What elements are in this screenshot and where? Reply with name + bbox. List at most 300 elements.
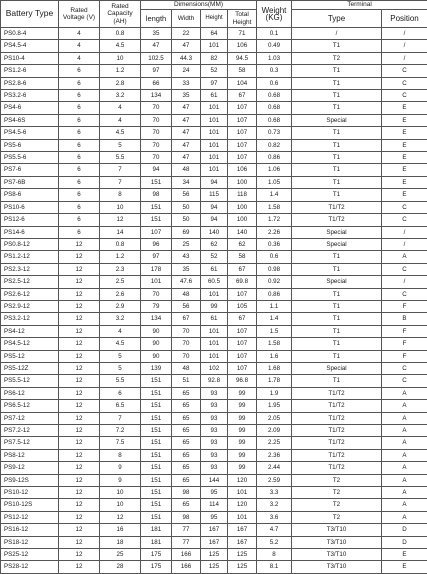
cell-width: 77	[172, 536, 201, 548]
cell-terminal-type: T1/T2	[292, 400, 382, 412]
cell-weight: 1.95	[257, 400, 292, 412]
cell-terminal-position: A	[382, 511, 427, 523]
cell-battery-type: PS8-12	[1, 449, 59, 461]
cell-length: 90	[141, 350, 172, 362]
cell-terminal-type: T1	[292, 350, 382, 362]
table-row	[1, 375, 427, 387]
cell-battery-type: PS6-12	[1, 387, 59, 399]
cell-weight: 2.05	[257, 412, 292, 424]
table-row	[1, 487, 427, 499]
cell-width: 51	[172, 375, 201, 387]
cell-height: 144	[201, 474, 228, 486]
cell-terminal-type: Special	[292, 238, 382, 250]
cell-battery-type: PS25-12	[1, 549, 59, 561]
cell-weight: 0.86	[257, 152, 292, 164]
cell-battery-type: PS4-12	[1, 325, 59, 337]
cell-total-height: 94.5	[228, 52, 257, 64]
cell-height: 101	[201, 114, 228, 126]
header-length: length	[141, 10, 172, 28]
cell-height: 82	[201, 52, 228, 64]
cell-total-height: 99	[228, 437, 257, 449]
cell-weight: 2.25	[257, 437, 292, 449]
cell-total-height: 67	[228, 90, 257, 102]
cell-height: 93	[201, 412, 228, 424]
cell-length: 90	[141, 325, 172, 337]
cell-terminal-position: A	[382, 499, 427, 511]
cell-terminal-type: T1/T2	[292, 425, 382, 437]
cell-rated-voltage: 6	[59, 77, 100, 89]
cell-weight: 1.4	[257, 313, 292, 325]
cell-rated-capacity: 7.2	[100, 425, 141, 437]
table-row	[1, 52, 427, 64]
cell-height: 140	[201, 226, 228, 238]
cell-rated-voltage: 4	[59, 52, 100, 64]
cell-height: 95	[201, 511, 228, 523]
cell-height: 102	[201, 362, 228, 374]
cell-terminal-position: F	[382, 338, 427, 350]
cell-length: 79	[141, 300, 172, 312]
table-row	[1, 201, 427, 213]
cell-terminal-type: T1	[292, 251, 382, 263]
cell-battery-type: PS10-6	[1, 201, 59, 213]
cell-width: 65	[172, 400, 201, 412]
cell-length: 178	[141, 263, 172, 275]
cell-width: 22	[172, 28, 201, 40]
cell-width: 98	[172, 511, 201, 523]
cell-battery-type: PS5-12	[1, 350, 59, 362]
cell-total-height: 107	[228, 288, 257, 300]
cell-rated-capacity: 3.2	[100, 90, 141, 102]
cell-battery-type: PS10-12S	[1, 499, 59, 511]
cell-total-height: 107	[228, 350, 257, 362]
cell-battery-type: PS7.5-12	[1, 437, 59, 449]
cell-weight: 0.98	[257, 263, 292, 275]
cell-length: 151	[141, 387, 172, 399]
cell-total-height: 58	[228, 251, 257, 263]
cell-rated-voltage: 12	[59, 425, 100, 437]
cell-terminal-type: T1	[292, 313, 382, 325]
cell-rated-capacity: 7	[100, 412, 141, 424]
table-row	[1, 462, 427, 474]
cell-battery-type: PS2.5-12	[1, 276, 59, 288]
table-row	[1, 226, 427, 238]
cell-width: 65	[172, 412, 201, 424]
cell-weight: 0.36	[257, 238, 292, 250]
cell-terminal-type: T1/T2	[292, 387, 382, 399]
cell-rated-capacity: 28	[100, 561, 141, 573]
cell-weight: 1.68	[257, 362, 292, 374]
cell-length: 70	[141, 288, 172, 300]
cell-length: 90	[141, 338, 172, 350]
cell-weight: 1.58	[257, 201, 292, 213]
cell-rated-voltage: 12	[59, 263, 100, 275]
cell-total-height: 107	[228, 102, 257, 114]
cell-rated-capacity: 12	[100, 511, 141, 523]
cell-terminal-position: E	[382, 176, 427, 188]
cell-rated-capacity: 5	[100, 350, 141, 362]
cell-terminal-type: T1	[292, 77, 382, 89]
cell-length: 151	[141, 511, 172, 523]
cell-terminal-type: /	[292, 28, 382, 40]
cell-width: 69	[172, 226, 201, 238]
cell-total-height: 104	[228, 77, 257, 89]
cell-terminal-position: /	[382, 52, 427, 64]
table-row	[1, 152, 427, 164]
cell-terminal-position: E	[382, 164, 427, 176]
cell-battery-type: PS7-6B	[1, 176, 59, 188]
cell-battery-type: PS4-6	[1, 102, 59, 114]
cell-width: 44.3	[172, 52, 201, 64]
cell-rated-voltage: 6	[59, 65, 100, 77]
cell-weight: 0.92	[257, 276, 292, 288]
cell-battery-type: PS28-12	[1, 561, 59, 573]
cell-weight: 2.59	[257, 474, 292, 486]
cell-terminal-position: F	[382, 325, 427, 337]
cell-height: 101	[201, 127, 228, 139]
header-rated-capacity: Rated Capacity (AH)	[100, 1, 141, 28]
cell-width: 65	[172, 437, 201, 449]
cell-length: 175	[141, 549, 172, 561]
cell-height: 61	[201, 263, 228, 275]
cell-rated-capacity: 10	[100, 52, 141, 64]
cell-terminal-type: T1/T2	[292, 214, 382, 226]
table-row	[1, 400, 427, 412]
table-row	[1, 189, 427, 201]
cell-height: 62	[201, 238, 228, 250]
cell-terminal-type: T1	[292, 288, 382, 300]
cell-terminal-position: C	[382, 201, 427, 213]
cell-rated-voltage: 6	[59, 127, 100, 139]
cell-terminal-type: T2	[292, 487, 382, 499]
cell-weight: 8	[257, 549, 292, 561]
cell-weight: 1.78	[257, 375, 292, 387]
cell-terminal-type: T1	[292, 189, 382, 201]
table-row	[1, 412, 427, 424]
table-row	[1, 65, 427, 77]
cell-rated-capacity: 5.5	[100, 375, 141, 387]
cell-height: 101	[201, 288, 228, 300]
cell-terminal-type: Special	[292, 226, 382, 238]
cell-weight: 2.26	[257, 226, 292, 238]
table-row	[1, 90, 427, 102]
cell-weight: 8.1	[257, 561, 292, 573]
cell-length: 97	[141, 251, 172, 263]
cell-terminal-position: A	[382, 487, 427, 499]
cell-rated-voltage: 6	[59, 214, 100, 226]
cell-battery-type: PS7.2-12	[1, 425, 59, 437]
cell-rated-capacity: 4	[100, 102, 141, 114]
cell-rated-capacity: 3.2	[100, 313, 141, 325]
table-row	[1, 276, 427, 288]
cell-rated-voltage: 12	[59, 437, 100, 449]
cell-rated-voltage: 6	[59, 164, 100, 176]
cell-rated-capacity: 8	[100, 449, 141, 461]
cell-terminal-position: C	[382, 263, 427, 275]
cell-weight: 0.68	[257, 102, 292, 114]
cell-rated-voltage: 12	[59, 350, 100, 362]
cell-battery-type: PS4.5-6	[1, 127, 59, 139]
cell-battery-type: PS10-4	[1, 52, 59, 64]
cell-height: 93	[201, 437, 228, 449]
cell-total-height: 99	[228, 425, 257, 437]
cell-terminal-position: E	[382, 139, 427, 151]
cell-length: 151	[141, 462, 172, 474]
cell-width: 47	[172, 127, 201, 139]
cell-terminal-type: T1/T2	[292, 462, 382, 474]
cell-weight: 3.6	[257, 511, 292, 523]
cell-rated-capacity: 10	[100, 499, 141, 511]
table-row	[1, 499, 427, 511]
table-row	[1, 176, 427, 188]
cell-total-height: 106	[228, 40, 257, 52]
cell-rated-capacity: 5	[100, 139, 141, 151]
cell-height: 93	[201, 449, 228, 461]
cell-length: 175	[141, 561, 172, 573]
cell-height: 97	[201, 77, 228, 89]
cell-terminal-type: T1	[292, 152, 382, 164]
cell-width: 65	[172, 425, 201, 437]
cell-total-height: 100	[228, 214, 257, 226]
cell-width: 35	[172, 90, 201, 102]
table-row	[1, 437, 427, 449]
cell-terminal-type: T1/T2	[292, 449, 382, 461]
cell-rated-voltage: 12	[59, 387, 100, 399]
cell-weight: 3.2	[257, 499, 292, 511]
cell-height: 93	[201, 462, 228, 474]
cell-width: 47	[172, 152, 201, 164]
table-row	[1, 536, 427, 548]
cell-total-height: 58	[228, 65, 257, 77]
cell-battery-type: PS4.5-4	[1, 40, 59, 52]
cell-terminal-position: /	[382, 226, 427, 238]
cell-rated-capacity: 4	[100, 114, 141, 126]
cell-rated-capacity: 2.5	[100, 276, 141, 288]
cell-length: 70	[141, 102, 172, 114]
cell-height: 101	[201, 152, 228, 164]
cell-width: 70	[172, 338, 201, 350]
cell-battery-type: PS2.3-12	[1, 263, 59, 275]
cell-width: 48	[172, 362, 201, 374]
cell-width: 33	[172, 77, 201, 89]
table-row	[1, 425, 427, 437]
cell-length: 151	[141, 474, 172, 486]
cell-width: 166	[172, 561, 201, 573]
cell-battery-type: PS12-6	[1, 214, 59, 226]
cell-length: 151	[141, 499, 172, 511]
cell-width: 50	[172, 201, 201, 213]
table-row	[1, 40, 427, 52]
cell-length: 151	[141, 412, 172, 424]
cell-length: 151	[141, 400, 172, 412]
cell-rated-capacity: 16	[100, 524, 141, 536]
cell-terminal-type: T1/T2	[292, 201, 382, 213]
cell-terminal-type: T1	[292, 164, 382, 176]
cell-length: 70	[141, 152, 172, 164]
cell-terminal-position: A	[382, 425, 427, 437]
cell-rated-capacity: 10	[100, 201, 141, 213]
table-row	[1, 474, 427, 486]
cell-rated-voltage: 12	[59, 462, 100, 474]
cell-length: 47	[141, 40, 172, 52]
cell-total-height: 125	[228, 561, 257, 573]
cell-total-height: 107	[228, 127, 257, 139]
cell-terminal-position: F	[382, 350, 427, 362]
cell-rated-voltage: 6	[59, 152, 100, 164]
cell-rated-voltage: 12	[59, 524, 100, 536]
cell-rated-capacity: 6.5	[100, 400, 141, 412]
cell-rated-capacity: 2.9	[100, 300, 141, 312]
cell-rated-voltage: 12	[59, 375, 100, 387]
cell-terminal-position: C	[382, 90, 427, 102]
cell-terminal-type: T2	[292, 511, 382, 523]
cell-rated-voltage: 12	[59, 549, 100, 561]
table-row	[1, 362, 427, 374]
cell-rated-voltage: 12	[59, 400, 100, 412]
cell-battery-type: PS1.2-12	[1, 251, 59, 263]
cell-rated-voltage: 6	[59, 139, 100, 151]
cell-rated-capacity: 9	[100, 474, 141, 486]
cell-total-height: 99	[228, 400, 257, 412]
cell-rated-capacity: 7.5	[100, 437, 141, 449]
table-body	[1, 28, 427, 574]
cell-rated-voltage: 6	[59, 102, 100, 114]
table-row	[1, 313, 427, 325]
cell-terminal-position: A	[382, 437, 427, 449]
cell-battery-type: PS5.5-6	[1, 152, 59, 164]
cell-battery-type: PS5-12Z	[1, 362, 59, 374]
cell-terminal-type: Special	[292, 276, 382, 288]
cell-terminal-position: /	[382, 276, 427, 288]
cell-rated-capacity: 1.2	[100, 65, 141, 77]
cell-terminal-type: T1	[292, 40, 382, 52]
cell-terminal-type: T1	[292, 102, 382, 114]
cell-terminal-type: T2	[292, 499, 382, 511]
cell-weight: 0.49	[257, 40, 292, 52]
cell-terminal-position: A	[382, 449, 427, 461]
cell-length: 96	[141, 238, 172, 250]
header-width: Width	[172, 10, 201, 28]
cell-total-height: 107	[228, 362, 257, 374]
cell-length: 151	[141, 201, 172, 213]
cell-terminal-type: T3/T10	[292, 549, 382, 561]
cell-length: 101	[141, 276, 172, 288]
cell-height: 101	[201, 350, 228, 362]
cell-battery-type: PS7-12	[1, 412, 59, 424]
cell-battery-type: PS2.6-12	[1, 288, 59, 300]
cell-length: 134	[141, 313, 172, 325]
cell-terminal-type: T3/T10	[292, 524, 382, 536]
cell-terminal-position: A	[382, 400, 427, 412]
cell-weight: 1.4	[257, 189, 292, 201]
cell-rated-voltage: 12	[59, 511, 100, 523]
cell-terminal-position: C	[382, 214, 427, 226]
cell-height: 101	[201, 40, 228, 52]
cell-battery-type: PS10-12	[1, 487, 59, 499]
cell-rated-capacity: 2.3	[100, 263, 141, 275]
cell-length: 151	[141, 375, 172, 387]
cell-terminal-type: T1	[292, 338, 382, 350]
cell-weight: 2.09	[257, 425, 292, 437]
table-row	[1, 325, 427, 337]
cell-length: 70	[141, 127, 172, 139]
cell-battery-type: PS4.5-12	[1, 338, 59, 350]
cell-weight: 0.6	[257, 251, 292, 263]
cell-rated-capacity: 0.8	[100, 238, 141, 250]
cell-weight: 0.3	[257, 65, 292, 77]
cell-battery-type: PS0.8-12	[1, 238, 59, 250]
cell-weight: 0.68	[257, 114, 292, 126]
cell-width: 48	[172, 164, 201, 176]
cell-height: 167	[201, 524, 228, 536]
cell-height: 93	[201, 387, 228, 399]
cell-length: 70	[141, 139, 172, 151]
cell-rated-capacity: 8	[100, 189, 141, 201]
cell-rated-capacity: 0.8	[100, 28, 141, 40]
cell-total-height: 105	[228, 300, 257, 312]
table-row	[1, 511, 427, 523]
table-row	[1, 338, 427, 350]
cell-rated-voltage: 12	[59, 325, 100, 337]
cell-length: 181	[141, 536, 172, 548]
cell-rated-voltage: 6	[59, 226, 100, 238]
cell-width: 24	[172, 65, 201, 77]
cell-terminal-type: Special	[292, 114, 382, 126]
cell-length: 181	[141, 524, 172, 536]
cell-weight: 3.3	[257, 487, 292, 499]
cell-terminal-type: T1/T2	[292, 437, 382, 449]
cell-rated-capacity: 1.2	[100, 251, 141, 263]
cell-weight: 0.1	[257, 28, 292, 40]
cell-height: 94	[201, 214, 228, 226]
cell-total-height: 62	[228, 238, 257, 250]
cell-terminal-position: C	[382, 375, 427, 387]
cell-length: 35	[141, 28, 172, 40]
cell-width: 47	[172, 102, 201, 114]
table-row	[1, 449, 427, 461]
cell-height: 64	[201, 28, 228, 40]
cell-terminal-position: F	[382, 300, 427, 312]
cell-width: 65	[172, 474, 201, 486]
cell-total-height: 99	[228, 387, 257, 399]
cell-height: 94	[201, 201, 228, 213]
cell-rated-capacity: 7	[100, 176, 141, 188]
cell-battery-type: PS8-6	[1, 189, 59, 201]
table-header	[1, 1, 427, 28]
table-row	[1, 238, 427, 250]
cell-total-height: 96.8	[228, 375, 257, 387]
header-height: Height	[201, 10, 228, 28]
cell-total-height: 120	[228, 499, 257, 511]
cell-battery-type: PS0.8-4	[1, 28, 59, 40]
cell-rated-capacity: 10	[100, 487, 141, 499]
cell-height: 167	[201, 536, 228, 548]
cell-width: 65	[172, 499, 201, 511]
cell-height: 94	[201, 176, 228, 188]
table-row	[1, 139, 427, 151]
cell-rated-voltage: 12	[59, 536, 100, 548]
header-terminal: Terminal	[292, 1, 427, 10]
cell-rated-capacity: 2.8	[100, 77, 141, 89]
cell-weight: 1.6	[257, 350, 292, 362]
header-rated-voltage: Rated Voltage (V)	[59, 1, 100, 28]
cell-battery-type: PS5.5-12	[1, 375, 59, 387]
cell-terminal-position: A	[382, 474, 427, 486]
cell-terminal-position: C	[382, 288, 427, 300]
cell-rated-voltage: 12	[59, 251, 100, 263]
cell-width: 47	[172, 114, 201, 126]
cell-height: 125	[201, 561, 228, 573]
cell-height: 101	[201, 102, 228, 114]
